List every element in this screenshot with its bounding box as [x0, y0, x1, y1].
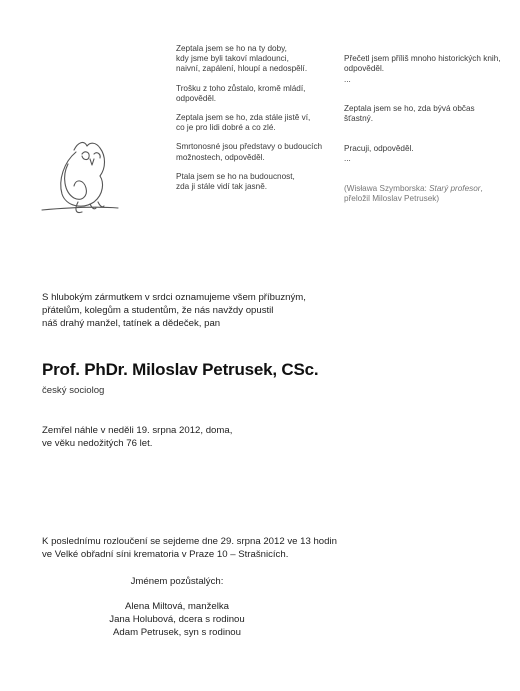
announcement-text: S hlubokým zármutkem v srdci oznamujeme všem příbuzným, přátelům, kolegům a studentům, že nás navždy opustil náš drahý manžel, tatínek a dědeček, pan [42, 292, 306, 329]
ellipsis: ... [344, 74, 351, 84]
mourner-entry: Adam Petrusek, syn s rodinou [113, 627, 241, 638]
poem-stanza: Zeptala jsem se ho, zda bývá občas šťastný. [344, 104, 475, 124]
mourner-entry: Jana Holubová, dcera s rodinou [109, 614, 245, 625]
poem-stanza: Trošku z toho zůstalo, kromě mládí, odpověděl. [176, 83, 306, 103]
poem-stanza: Ptala jsem se ho na budoucnost, zda ji stále vidí tak jasně. [176, 171, 295, 192]
poem-stanza: Smrtonosné jsou představy o budoucích možnostech, odpověděl. [176, 142, 323, 162]
poem-column-1 [176, 44, 326, 201]
death-info: Zemřel náhle v neděli 19. srpna 2012, doma, ve věku nedožitých 76 let. [42, 425, 233, 449]
funeral-info: K poslednímu rozloučení se sejdeme dne 29. srpna 2012 ve 13 hodin ve Velké obřadní síni krematoria v Praze 10 – Strašnicích. [42, 536, 337, 560]
ellipsis: ... [344, 153, 351, 163]
deceased-name: Prof. PhDr. Miloslav Petrusek, CSc. [42, 360, 319, 379]
poem-credit: (Wisława Szymborska: Starý profesor, přeložil Miloslav Petrusek) [344, 184, 483, 204]
owl-logo-icon [34, 132, 124, 222]
deceased-role: český sociolog [42, 385, 105, 396]
poem-stanza: Přečetl jsem příliš mnoho historických knih, odpověděl. ... [344, 44, 514, 95]
poem-stanza: Pracuji, odpověděl. ... [344, 133, 514, 174]
mourners-list [92, 600, 262, 639]
mourner-entry: Alena Miltová, manželka [125, 601, 229, 612]
poem-stanza: Zeptala jsem se ho na ty doby, kdy jsme byli takoví mladounci, naivní, zapálení, hloupí a nedospělí. [176, 44, 308, 74]
poem-stanza: Zeptala jsem se ho, zda stále jistě ví, co je pro lidi dobré a co zlé. [176, 113, 311, 133]
mourners-heading: Jménem pozůstalých: [130, 576, 224, 587]
poem-title: Starý profesor [429, 184, 481, 194]
poem-column-2 [344, 44, 514, 205]
